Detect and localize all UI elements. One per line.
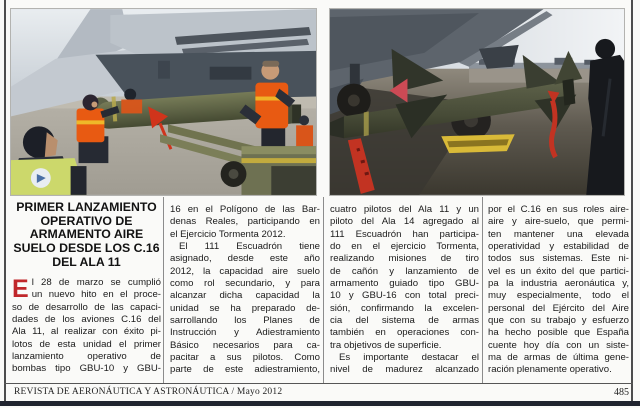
text-line: un nuevo hito en el proce-: [31, 289, 161, 301]
text-line: personal del Ejército del Aire: [488, 302, 629, 314]
text-line: Instrucción y Adiestramiento: [170, 327, 320, 339]
photo-bomb-loading: [10, 8, 317, 196]
text-line: Es importante destacar el: [339, 352, 479, 364]
column-divider-1: [163, 197, 164, 383]
text-line: por el C.16 en sus roles aire-: [488, 204, 629, 215]
text-line: lotos de esta unidad el primer: [12, 338, 161, 350]
page-right-rule: [631, 0, 633, 402]
text-line: armamento guiado tipo GBU-: [330, 278, 479, 290]
text-line: bombas tipo GBU-10 y GBU-: [12, 363, 161, 375]
text-line: El 111 Escuadrón tiene: [179, 241, 320, 253]
text-line: tra objetivos de superficie.: [330, 339, 442, 351]
text-line: sión, confirmando la excelen-: [330, 302, 479, 314]
text-line: so de desarrollo de las capaci-: [12, 301, 161, 313]
text-line: do en el ejercicio Tormenta,: [330, 241, 479, 253]
text-column-2: [170, 204, 320, 377]
page-footer: [0, 387, 640, 400]
text-line: Ala 11, al realizar con éxito pi-: [12, 326, 161, 338]
text-line: también en operaciones con-: [330, 327, 479, 339]
headline-line: DEL ALA 11: [52, 254, 121, 269]
text-line: sarrollando los Planes de: [170, 315, 320, 327]
column-divider-3: [482, 197, 483, 383]
text-line: cuatro pilotos del Ala 11 y un: [330, 204, 479, 215]
photo-bomb-under-wing: [329, 8, 625, 196]
text-line: cia del sistema de armas: [330, 315, 479, 327]
column-divider-2: [323, 197, 324, 383]
text-line: ma de armas de última gene-: [488, 352, 629, 364]
text-line: 16 en el Polígono de las Bar-: [170, 204, 320, 215]
headline-line: OPERATIVO DE: [40, 213, 133, 228]
footer-rule: [4, 383, 633, 384]
text-line: muy especialmente, todo el: [488, 290, 629, 302]
text-line: cuente hoy día con un siste-: [488, 339, 629, 351]
person-silhouette: [586, 39, 624, 195]
text-line: 111 Escuadrón han participa-: [330, 228, 479, 240]
text-line: el Ejercicio Tormenta 2012.: [170, 228, 286, 240]
text-column-4: [488, 204, 629, 377]
text-line: 10 y GBU-16 con total preci-: [330, 290, 479, 302]
text-column-1: [12, 277, 161, 376]
dropcap: E: [12, 275, 29, 303]
photo-bomb-loading-illustration: [11, 9, 316, 195]
article-headline: [12, 201, 161, 270]
text-line: parte de este adiestramiento,: [170, 364, 320, 376]
text-line: asignado, desde este año: [170, 253, 320, 265]
text-line: como rol secundario, y para: [170, 278, 320, 290]
text-column-3: [330, 204, 479, 377]
text-line: ha hecho posible que España: [488, 327, 629, 339]
text-line: vel es un éxito del que partici-: [488, 265, 629, 277]
text-line: realizando misiones de tiro: [330, 253, 479, 265]
text-line: dades de los aviones C.16 del: [12, 314, 161, 326]
text-line: denas Reales, participando en: [170, 216, 320, 228]
headline-line: PRIMER LANZAMIENTO: [16, 200, 157, 214]
page-number: 485: [614, 387, 629, 398]
text-line: aire y aire-suelo, que permi-: [488, 216, 629, 228]
text-line: alcanzar dicha capacidad la: [170, 290, 320, 302]
text-line: ten mantener una elevada: [488, 228, 629, 240]
text-line: ración plenamente operativo.: [488, 364, 612, 376]
page-left-rule: [4, 0, 6, 402]
text-line: operatividad y estabilidad de: [488, 241, 629, 253]
text-line: l 28 de marzo se cumplió: [31, 277, 161, 288]
text-line: que con su trabajo y esfuerzo: [488, 315, 629, 327]
text-line: piloto del Ala 14 agregado al: [330, 216, 479, 228]
text-line: 2012, la capacidad aire suelo: [170, 265, 320, 277]
text-line: de cañón y lanzamiento de: [330, 265, 479, 277]
text-line: lanzamiento operativo de: [12, 351, 161, 363]
text-line: nivel de madurez alcanzado: [330, 364, 479, 376]
photo-bomb-under-wing-illustration: [330, 9, 624, 195]
headline-line: SUELO DESDE LOS C.16: [13, 241, 160, 256]
footer-bar: [0, 401, 640, 406]
text-line: Básico necesarios para ca-: [170, 339, 320, 351]
text-line: todos sus sistemas. Este ni-: [488, 253, 629, 265]
text-line: pa la industria aeronáutica y,: [488, 278, 629, 290]
headline-line: ARMAMENTO AIRE: [29, 227, 144, 242]
text-line: pacitar a sus pilotos. Como: [170, 352, 320, 364]
journal-name: REVISTA DE AERONÁUTICA Y ASTRONÁUTICA / Mayo 2012: [14, 387, 283, 397]
text-line: unidad se ha preparado de-: [170, 302, 320, 314]
